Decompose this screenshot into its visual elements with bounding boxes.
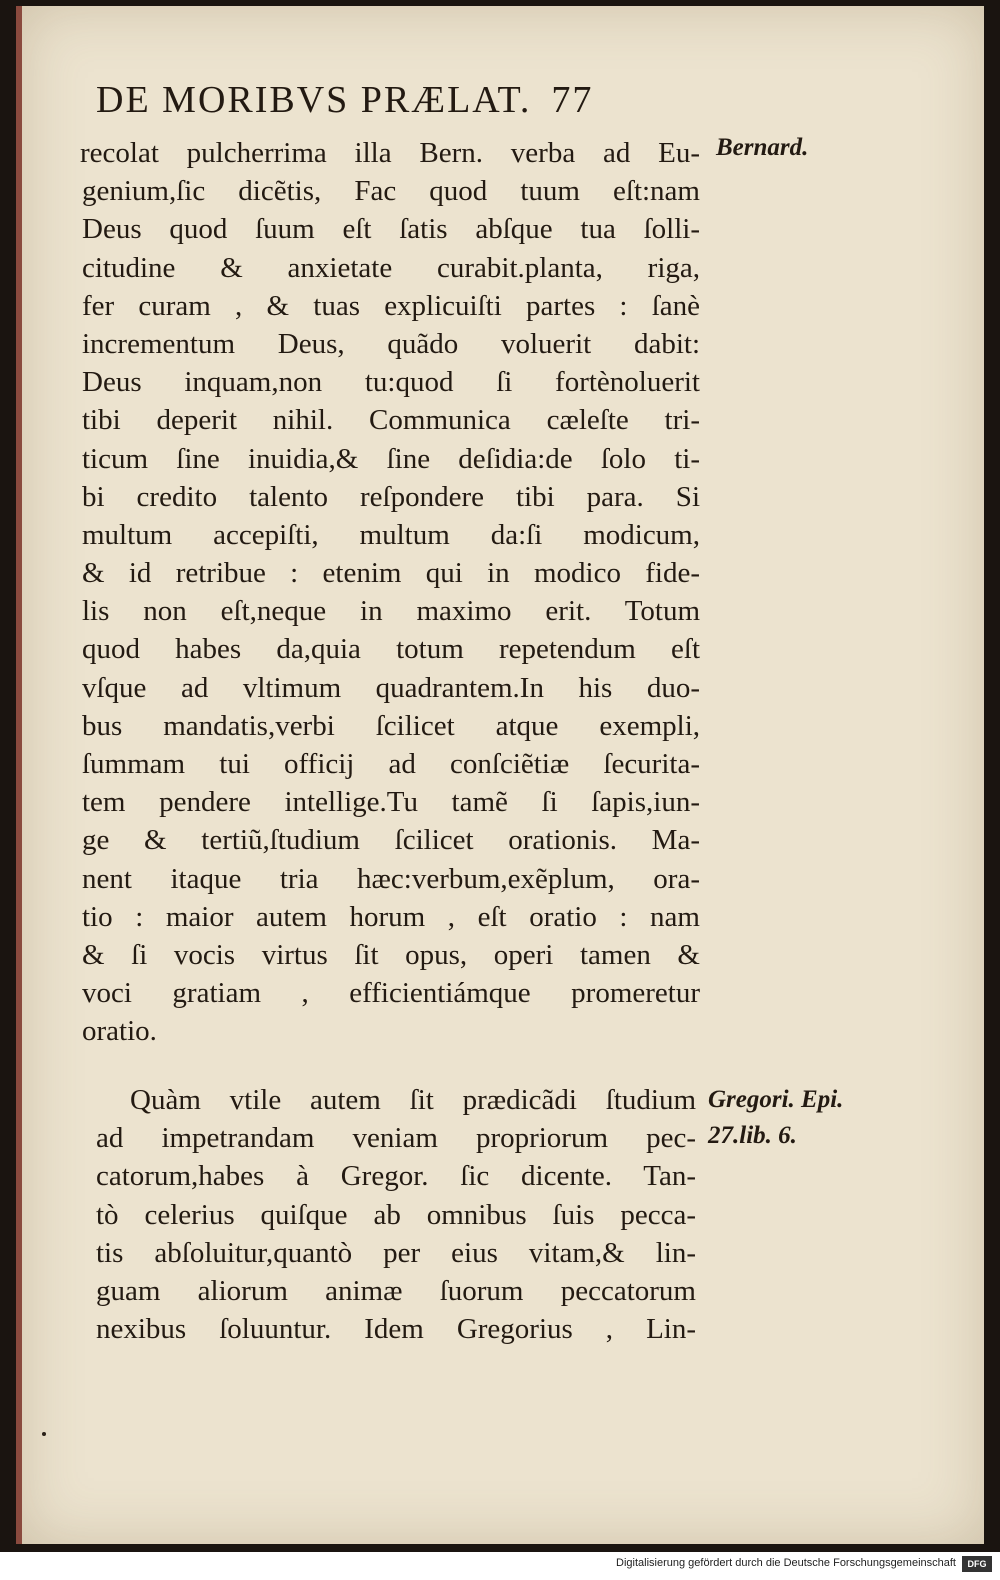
- footer-bar: [0, 1552, 1000, 1580]
- dfg-logo-icon: DFG: [962, 1556, 992, 1572]
- running-head: [96, 78, 696, 122]
- text-line: bus mandatis,verbi ſcilicet atque exempli,: [82, 709, 700, 742]
- footer-credit: Digitalisierung gefördert durch die Deutsche Forschungsgemeinschaft: [616, 1557, 956, 1569]
- ink-speck: [42, 1432, 46, 1436]
- text-line: incrementum Deus, quãdo voluerit dabit:: [82, 327, 700, 360]
- text-line: ad impetrandam veniam propriorum pec-: [96, 1122, 696, 1155]
- text-line: nexibus ſoluuntur. Idem Gregorius , Lin-: [96, 1313, 696, 1346]
- text-line: multum accepiſti, multum da:ſi modicum,: [82, 518, 700, 551]
- text-line: genium,ſic dicẽtis, Fac quod tuum eſt:nam: [82, 175, 700, 208]
- text-line: & ſi vocis virtus ſit opus, operi tamen &: [82, 938, 700, 971]
- marginal-note-bernard: Bernard.: [716, 134, 809, 161]
- text-line: tem pendere intellige.Tu tamẽ ſi ſapis,iun-: [82, 786, 700, 819]
- text-line: citudine & anxietate curabit.planta, riga,: [82, 251, 700, 284]
- text-line: vſque ad vltimum quadrantem.In his duo-: [82, 671, 700, 704]
- text-line: guam aliorum animæ ſuorum peccatorum: [96, 1274, 696, 1307]
- marginal-note-gregori-ref: 27.lib. 6.: [708, 1122, 797, 1149]
- text-line: tis abſoluitur,quantò per eius vitam,& lin-: [96, 1236, 696, 1269]
- text-line: ſummam tui officij ad conſciẽtiæ ſecurita-: [82, 748, 700, 780]
- marginal-note-gregori: Gregori. Epi.: [708, 1086, 844, 1113]
- text-line: bi credito talento reſpondere tibi para. Si: [82, 480, 700, 513]
- paragraph-2: [96, 1081, 696, 1348]
- text-line: ge & tertiũ,ſtudium ſcilicet orationis. Ma-: [82, 824, 700, 857]
- running-head-title: DE MORIBVS PRÆLAT.: [96, 79, 532, 121]
- text-line: catorum,habes à Gregor. ſic dicente. Tan-: [96, 1160, 696, 1193]
- text-line: & id retribue : etenim qui in modico fide-: [82, 557, 700, 590]
- text-line: voci gratiam , efficientiámque promeretur: [82, 977, 700, 1010]
- text-line: recolat pulcherrima illa Bern. verba ad Eu-: [80, 137, 700, 169]
- text-line: tio : maior autem horum , eſt oratio : nam: [82, 900, 700, 933]
- text-line: fer curam , & tuas explicuiſti partes : ſanè: [82, 289, 700, 322]
- text-line: Deus inquam,non tu:quod ſi fortènoluerit: [82, 366, 700, 399]
- text-line: Deus quod ſuum eſt ſatis abſque tua ſolli-: [82, 213, 700, 246]
- text-line: tibi deperit nihil. Communica cæleſte tri-: [82, 404, 700, 437]
- text-line: ticum ſine inuidia,& ſine deſidia:de ſolo ti-: [82, 442, 700, 475]
- text-line: tò celerius quiſque ab omnibus ſuis pecca-: [96, 1198, 696, 1231]
- page-number: 77: [551, 79, 594, 121]
- text-line: oratio.: [82, 1015, 157, 1048]
- paragraph-1: [80, 134, 700, 1051]
- text-line: nent itaque tria hæc:verbum,exẽplum, ora-: [82, 862, 700, 895]
- text-line: lis non eſt,neque in maximo erit. Totum: [82, 595, 700, 628]
- text-line: quod habes da,quia totum repetendum eſt: [82, 633, 700, 666]
- text-line: Quàm vtile autem ſit prædicãdi ſtudium: [130, 1084, 696, 1116]
